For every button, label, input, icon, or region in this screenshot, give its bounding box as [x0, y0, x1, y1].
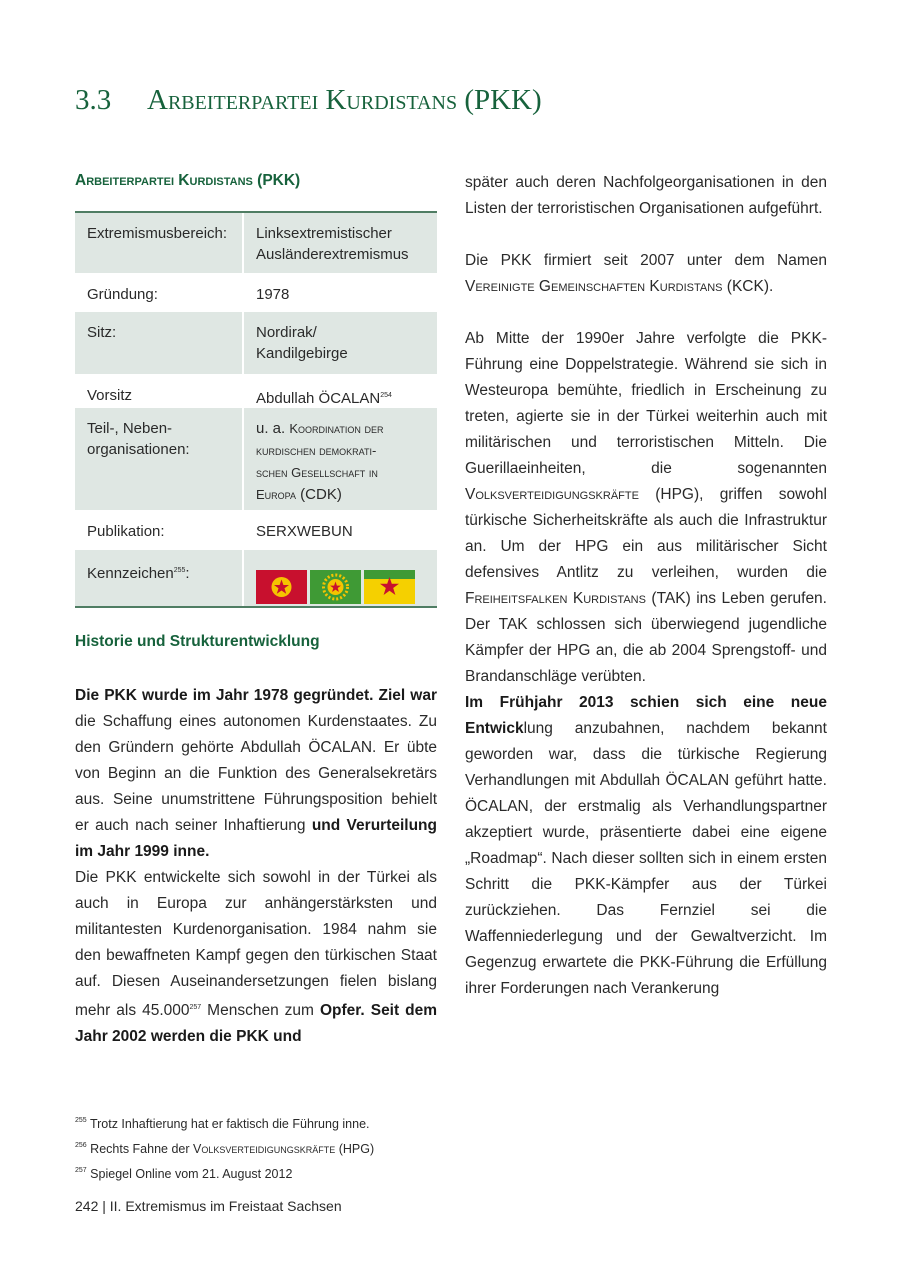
- body-text: Menschen zum: [201, 1002, 320, 1019]
- row-label: [75, 550, 244, 606]
- bold-text: Im Frühjahr 2013 schien sich eine neue Entwick: [465, 694, 827, 737]
- footnote-ref: 257: [189, 1004, 202, 1011]
- value-line: schen Gesellschaft in: [256, 465, 378, 480]
- label-text: Kennzeichen: [87, 565, 174, 582]
- body-text: (TAK) ins Leben gerufen. Der TAK schlossen sich überwiegend jugendliche Kämpfer der HPG an, die ab 2004 Sprengstoff- und Brandanschläge verübten.: [465, 590, 827, 685]
- row-label: Gründung:: [75, 274, 244, 311]
- footnote: [75, 1135, 495, 1160]
- body-text: lung anzubahnen, nachdem bekannt geworden war, dass die türkische Regierung Verhandlungen mit Abdullah ÖCALAN geführt hatte. ÖCALAN, der erstmalig als Verhandlungspartner akzeptiert wurde, präsentierte dabei eine eigene „Roadmap“. Nach dieser sollten sich in einem ersten Schritt die PKK-Kämpfer aus der Türkei zurückziehen. Das Fernziel sei die Waffenniederlegung und der Gewaltverzicht. Im Gegenzug erwartete die PKK-Führung die Erfüllung ihrer Forderungen nach Verankerung: [465, 720, 827, 997]
- flag-group: [256, 560, 437, 604]
- footnotes: [75, 1110, 495, 1185]
- paragraph: [465, 248, 827, 300]
- footnote-ref: 254: [380, 392, 392, 399]
- row-value: [244, 312, 437, 374]
- body-text: (HPG), griffen sowohl türkische Sicherheitskräfte als auch die Infrastruktur an. Um der HPG ein aus militärischer Sicht defensives Antlitz zu verleihen, wurden die: [465, 486, 827, 581]
- chapter-title: Arbeiterpartei Kurdistans (PKK): [147, 84, 542, 116]
- right-column-text: [465, 170, 827, 1002]
- label-suffix: :: [185, 565, 190, 582]
- org-name: Volksverteidigungskräfte: [465, 486, 639, 503]
- row-label: Publikation:: [75, 511, 244, 549]
- org-name: Vereinigte Gemeinschaften Kurdistans: [465, 278, 723, 295]
- row-label: Vorsitz: [75, 375, 244, 407]
- footnote-org-name: Volksverteidigungskräfte: [193, 1142, 336, 1156]
- table-row: [75, 375, 437, 408]
- value-suffix: (CDK): [296, 486, 342, 503]
- row-value: [244, 375, 437, 407]
- table-row: [75, 408, 437, 511]
- footnote: [75, 1110, 495, 1135]
- fact-table: [75, 211, 437, 608]
- footer-separator: |: [102, 1198, 106, 1214]
- row-label: Sitz:: [75, 312, 244, 374]
- row-label: [75, 408, 244, 510]
- row-value: 1978: [256, 286, 290, 303]
- table-row: [75, 511, 437, 550]
- page-footer: [75, 1198, 342, 1214]
- footnote-text: Spiegel Online vom 21. August 2012: [90, 1167, 293, 1181]
- paragraph: [465, 326, 827, 690]
- footnote-text: Rechts Fahne der: [90, 1142, 194, 1156]
- bold-text: und Verurteilung im Jahr 1999 inne.: [75, 817, 437, 860]
- value-line: Ausländerextremismus: [256, 246, 409, 263]
- label-line: organisationen:: [87, 441, 190, 458]
- row-value: [244, 213, 437, 273]
- left-column-text: [75, 683, 437, 1050]
- body-text: Die PKK entwickelte sich sowohl in der Türkei als auch in Europa zur anhängerstärksten und militantesten Kurdenorganisation. 1984 nahm sie den bewaffneten Kampf gegen den türkischen Staat auf. Diesen Auseinandersetzungen fielen bislang mehr als 45.000: [75, 869, 437, 1019]
- chapter-heading: [75, 84, 542, 117]
- bold-text: Opfer. Seit dem Jahr 2002 werden die PKK und: [75, 1002, 438, 1045]
- section-heading: Historie und Strukturentwicklung: [75, 633, 320, 650]
- table-row: [75, 550, 437, 606]
- footnote-number: 255: [75, 1117, 87, 1124]
- chapter-number: 3.3: [75, 84, 112, 116]
- footnote: [75, 1160, 495, 1185]
- body-text: (KCK).: [722, 278, 774, 295]
- footnote-number: 257: [75, 1167, 87, 1174]
- body-text: Die PKK firmiert seit 2007 unter dem Namen: [465, 252, 827, 269]
- value-line: Koordination der: [289, 421, 384, 436]
- footnote-ref: 255: [173, 567, 186, 574]
- row-value: SERXWEBUN: [256, 523, 353, 540]
- value-line: kurdischen demokrati-: [256, 443, 377, 458]
- value-text: Abdullah ÖCALAN: [256, 390, 381, 407]
- body-text: die Schaffung eines autonomen Kurdenstaates. Zu den Gründern gehörte Abdullah ÖCALAN. Er übte von Beginn an die Funktion des Generalsekretärs aus. Seine unumstrittene Führungsposition behielt er auch nach seiner Inhaftierung: [75, 713, 437, 834]
- table-row: [75, 213, 437, 274]
- org-name: Freiheitsfalken Kurdistans: [465, 590, 646, 607]
- paragraph: später auch deren Nachfolgeorganisationen in den Listen der terroristischen Organisationen aufgeführt.: [465, 174, 827, 217]
- row-value: [244, 408, 437, 510]
- value-prefix: u. a.: [256, 420, 286, 437]
- value-line: Europa: [256, 487, 297, 502]
- page-number: 242: [75, 1198, 99, 1214]
- value-line: Nordirak/: [256, 324, 317, 341]
- paragraph: [75, 683, 437, 865]
- paragraph: [75, 865, 437, 1050]
- footnote-number: 256: [75, 1142, 87, 1149]
- paragraph: [465, 690, 827, 1002]
- label-line: Teil-, Neben-: [87, 420, 173, 437]
- footnote-text: Trotz Inhaftierung hat er faktisch die Führung inne.: [89, 1117, 370, 1131]
- kck-flag-icon: [310, 570, 361, 604]
- hpg-flag-icon: [364, 570, 415, 604]
- table-row: [75, 312, 437, 375]
- table-row: [75, 274, 437, 312]
- row-label: Extremismusbereich:: [75, 213, 244, 273]
- fact-box-heading: Arbeiterpartei Kurdistans (PKK): [75, 172, 301, 189]
- pkk-flag-icon: [256, 570, 307, 604]
- footnote-text: (HPG): [335, 1142, 375, 1156]
- footer-section: II. Extremismus im Freistaat Sachsen: [109, 1198, 342, 1214]
- value-line: Kandilgebirge: [256, 345, 348, 362]
- body-text: Ab Mitte der 1990er Jahre verfolgte die PKK-Führung eine Doppelstrategie. Während sie sich in Westeuropa bemühte, friedlich in Erscheinung zu treten, agierte sie in der Türkei weiterhin auch mit militärischen und terroristischen Mitteln. Die Guerillaeinheiten, die sogenannten: [465, 330, 827, 477]
- row-value: [244, 550, 437, 606]
- bold-text: Die PKK wurde im Jahr 1978 gegründet. Ziel war: [75, 687, 437, 704]
- value-line: Linksextremistischer: [256, 225, 392, 242]
